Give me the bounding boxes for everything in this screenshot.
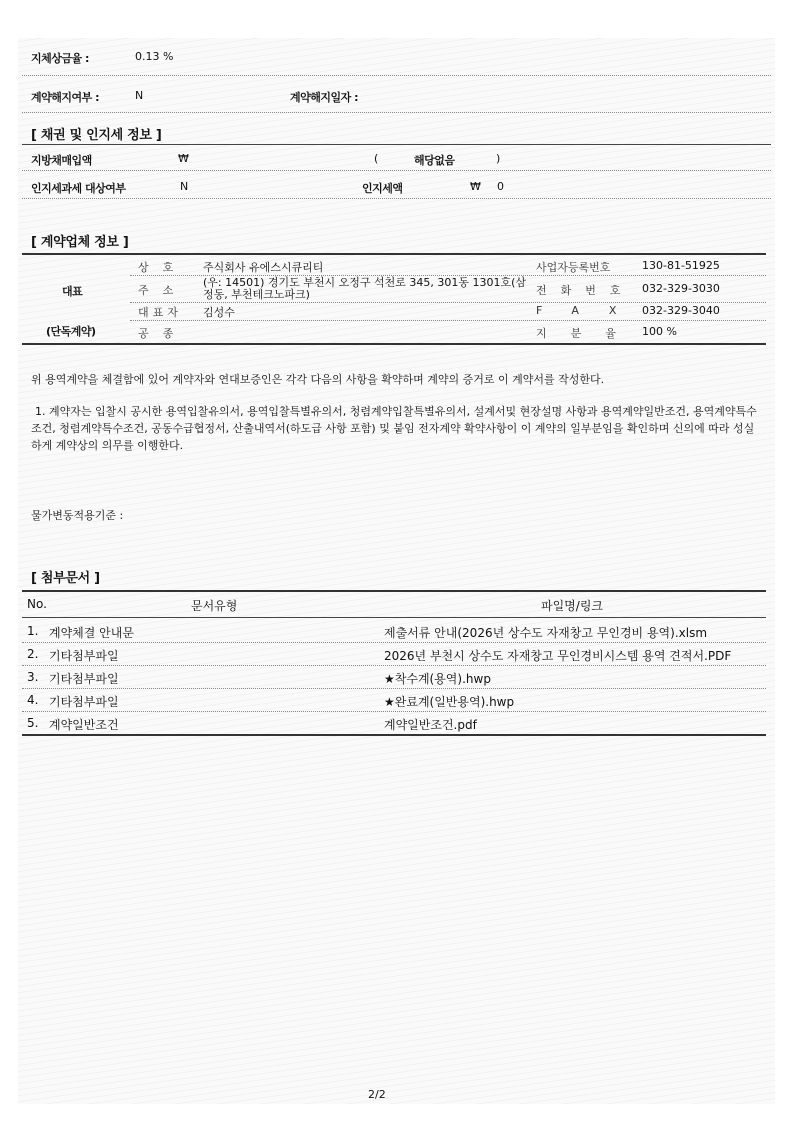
- attachment-type: 기타첨부파일: [49, 649, 119, 663]
- divider: [22, 144, 771, 145]
- fax-value: 032-329-3040: [642, 304, 720, 317]
- stamp-tax-label: 인지세액: [362, 182, 403, 195]
- share-label: 지분율: [536, 327, 640, 340]
- stamp-tax-target-label: 인지세과세 대상여부: [31, 182, 126, 195]
- address-value-line1: (우: 14501) 경기도 부천시 오정구 석천로 345, 301동 1301호(삼: [203, 276, 527, 289]
- name-value: 주식회사 유에스시큐리티: [203, 261, 324, 274]
- divider: [22, 665, 766, 666]
- divider: [22, 170, 771, 171]
- bizno-label: 사업자등록번호: [536, 261, 611, 274]
- category-label: 공종: [138, 327, 188, 340]
- stamp-tax-currency: ₩: [470, 180, 481, 193]
- attachment-no: 2.: [27, 647, 39, 661]
- header-no: No.: [27, 597, 47, 611]
- bizno-value: 130-81-51925: [642, 259, 720, 272]
- phone-label: 전화번호: [536, 284, 635, 297]
- clause-1-line1: 1. 계약자는 입찰시 공시한 용역입찰유의서, 용역입찰특별유의서, 청렴계약입찰특별유의서, 설계서및 현장설명 사항과 용역계약일반조건, 용역계약특수: [35, 405, 757, 418]
- header-file: 파일명/링크: [541, 599, 604, 613]
- fax-label: FAX: [536, 304, 647, 317]
- contract-type: (단독계약): [46, 325, 96, 338]
- phone-value: 032-329-3030: [642, 282, 720, 295]
- company-role: 대표: [62, 285, 83, 298]
- ceo-value: 김성수: [203, 306, 235, 319]
- share-value: 100 %: [642, 325, 677, 338]
- header-rule: [22, 617, 766, 618]
- table-bottom-rule: [22, 734, 766, 736]
- attachment-type: 계약일반조건: [49, 718, 119, 732]
- local-bond-currency: ₩: [178, 152, 189, 165]
- divider: [22, 642, 766, 643]
- termination-flag-value: N: [135, 89, 144, 102]
- divider: [130, 320, 766, 321]
- attachment-file-link[interactable]: ★착수계(용역).hwp: [384, 672, 491, 686]
- address-label: 주소: [138, 284, 188, 297]
- divider: [22, 688, 766, 689]
- termination-date-label: 계약해지일자 :: [290, 91, 358, 104]
- price-adjust-value: 0.13 %: [135, 50, 174, 63]
- clause-1-line2: 조건, 청렴계약특수조건, 공동수급협정서, 산출내역서(하도급 사항 포함) 및 붙임 전자계약 확약사항이 이 계약의 일부분임을 확인하며 신의에 따라 성실: [31, 422, 755, 435]
- paren-open: (: [374, 152, 379, 165]
- ceo-label: 대표자: [138, 306, 182, 319]
- company-section-title: [ 계약업체 정보 ]: [31, 235, 129, 250]
- price-change-label: 물가변동적용기준 :: [31, 509, 124, 522]
- name-label: 상호: [138, 261, 188, 274]
- stamp-tax-target-value: N: [180, 180, 189, 193]
- divider: [22, 75, 771, 76]
- divider: [130, 302, 766, 303]
- attachment-no: 5.: [27, 716, 39, 730]
- table-top-rule: [22, 590, 766, 592]
- table-bottom-rule: [22, 343, 766, 345]
- header-type: 문서유형: [191, 599, 238, 613]
- page-number: 2/2: [368, 1088, 386, 1101]
- clause-1-line3: 하게 계약상의 의무를 이행한다.: [31, 439, 184, 452]
- attachments-title: [ 첨부문서 ]: [31, 571, 100, 586]
- local-bond-label: 지방채매입액: [31, 154, 92, 167]
- attachment-no: 1.: [27, 624, 39, 638]
- address-value-line2: 정동, 부천테크노파크): [203, 288, 310, 301]
- attachment-no: 3.: [27, 670, 39, 684]
- attachment-type: 기타첨부파일: [49, 672, 119, 686]
- divider: [22, 198, 771, 199]
- attachment-file-link[interactable]: 계약일반조건.pdf: [384, 718, 477, 732]
- not-applicable-text: 해당없음: [414, 154, 455, 167]
- attachment-type: 기타첨부파일: [49, 695, 119, 709]
- attachment-no: 4.: [27, 693, 39, 707]
- divider: [22, 711, 766, 712]
- divider: [22, 112, 771, 113]
- bond-section-title: [ 채권 및 인지세 정보 ]: [31, 128, 162, 143]
- attachment-file-link[interactable]: ★완료계(일반용역).hwp: [384, 695, 515, 709]
- termination-flag-label: 계약해지여부 :: [31, 91, 99, 104]
- stamp-tax-value: 0: [497, 180, 504, 193]
- attachment-file-link[interactable]: 제출서류 안내(2026년 상수도 자재창고 무인경비 용역).xlsm: [384, 626, 708, 640]
- intro-text: 위 용역계약을 체결함에 있어 계약자와 연대보증인은 각각 다음의 사항을 확약하며 계약의 증거로 이 계약서를 작성한다.: [31, 373, 605, 386]
- table-top-rule: [22, 253, 766, 255]
- attachment-file-link[interactable]: 2026년 부천시 상수도 자재창고 무인경비시스템 용역 견적서.PDF: [384, 649, 732, 663]
- price-adjust-label: 지체상금율 :: [31, 52, 89, 65]
- paren-close: ): [496, 152, 501, 165]
- attachment-type: 계약체결 안내문: [49, 626, 134, 640]
